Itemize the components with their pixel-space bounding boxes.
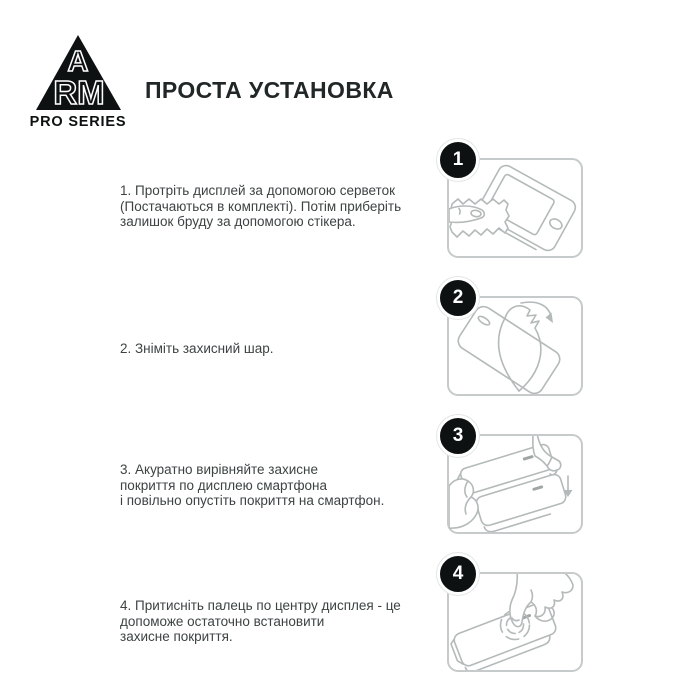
brand-logo	[20, 25, 150, 130]
step-text-line: захисне покриття.	[120, 629, 233, 645]
arm-triangle-logo-icon	[20, 25, 150, 130]
step-2-figure	[447, 287, 583, 396]
logo-series-label: PRO SERIES	[29, 114, 127, 130]
step-text-line: 2. Зніміть захисний шар.	[120, 341, 274, 356]
step-text-line: 4. Притисніть палець по центру дисплея - це	[120, 598, 401, 613]
step-3-number-badge: 3	[437, 415, 479, 457]
logo-letters-rm: RM	[53, 74, 105, 111]
step-text-line: і повільно опустіть покриття на смартфон.	[120, 493, 385, 509]
page-title: ПРОСТА УСТАНОВКА	[145, 77, 394, 103]
step-2-instructions	[120, 341, 450, 357]
step-4-instructions	[120, 598, 450, 645]
step-4-figure	[447, 563, 583, 672]
step-4-number-badge: 4	[437, 553, 479, 595]
step-2-number-badge: 2	[437, 277, 479, 319]
logo-letter-a: A	[67, 46, 89, 78]
step-3-instructions	[120, 462, 450, 509]
step-text-line: залишок бруду за допомогою стікера.	[120, 214, 356, 230]
step-text-line: допоможе остаточно встановити	[120, 613, 325, 629]
step-3-figure	[447, 425, 583, 534]
step-1-instructions	[120, 183, 450, 230]
step-1-figure	[447, 149, 583, 258]
step-1-number-badge: 1	[437, 139, 479, 181]
step-text-line: 1. Протріть дисплей за допомогою серветок	[120, 183, 395, 198]
step-text-line: 3. Акуратно вирівняйте захисне	[120, 462, 318, 477]
curved-arrow-icon	[521, 302, 553, 323]
step-text-line: покриття по дисплею смартфона	[120, 477, 328, 493]
step-text-line: (Постачаються в комплекті). Потім приберіть	[120, 198, 402, 214]
